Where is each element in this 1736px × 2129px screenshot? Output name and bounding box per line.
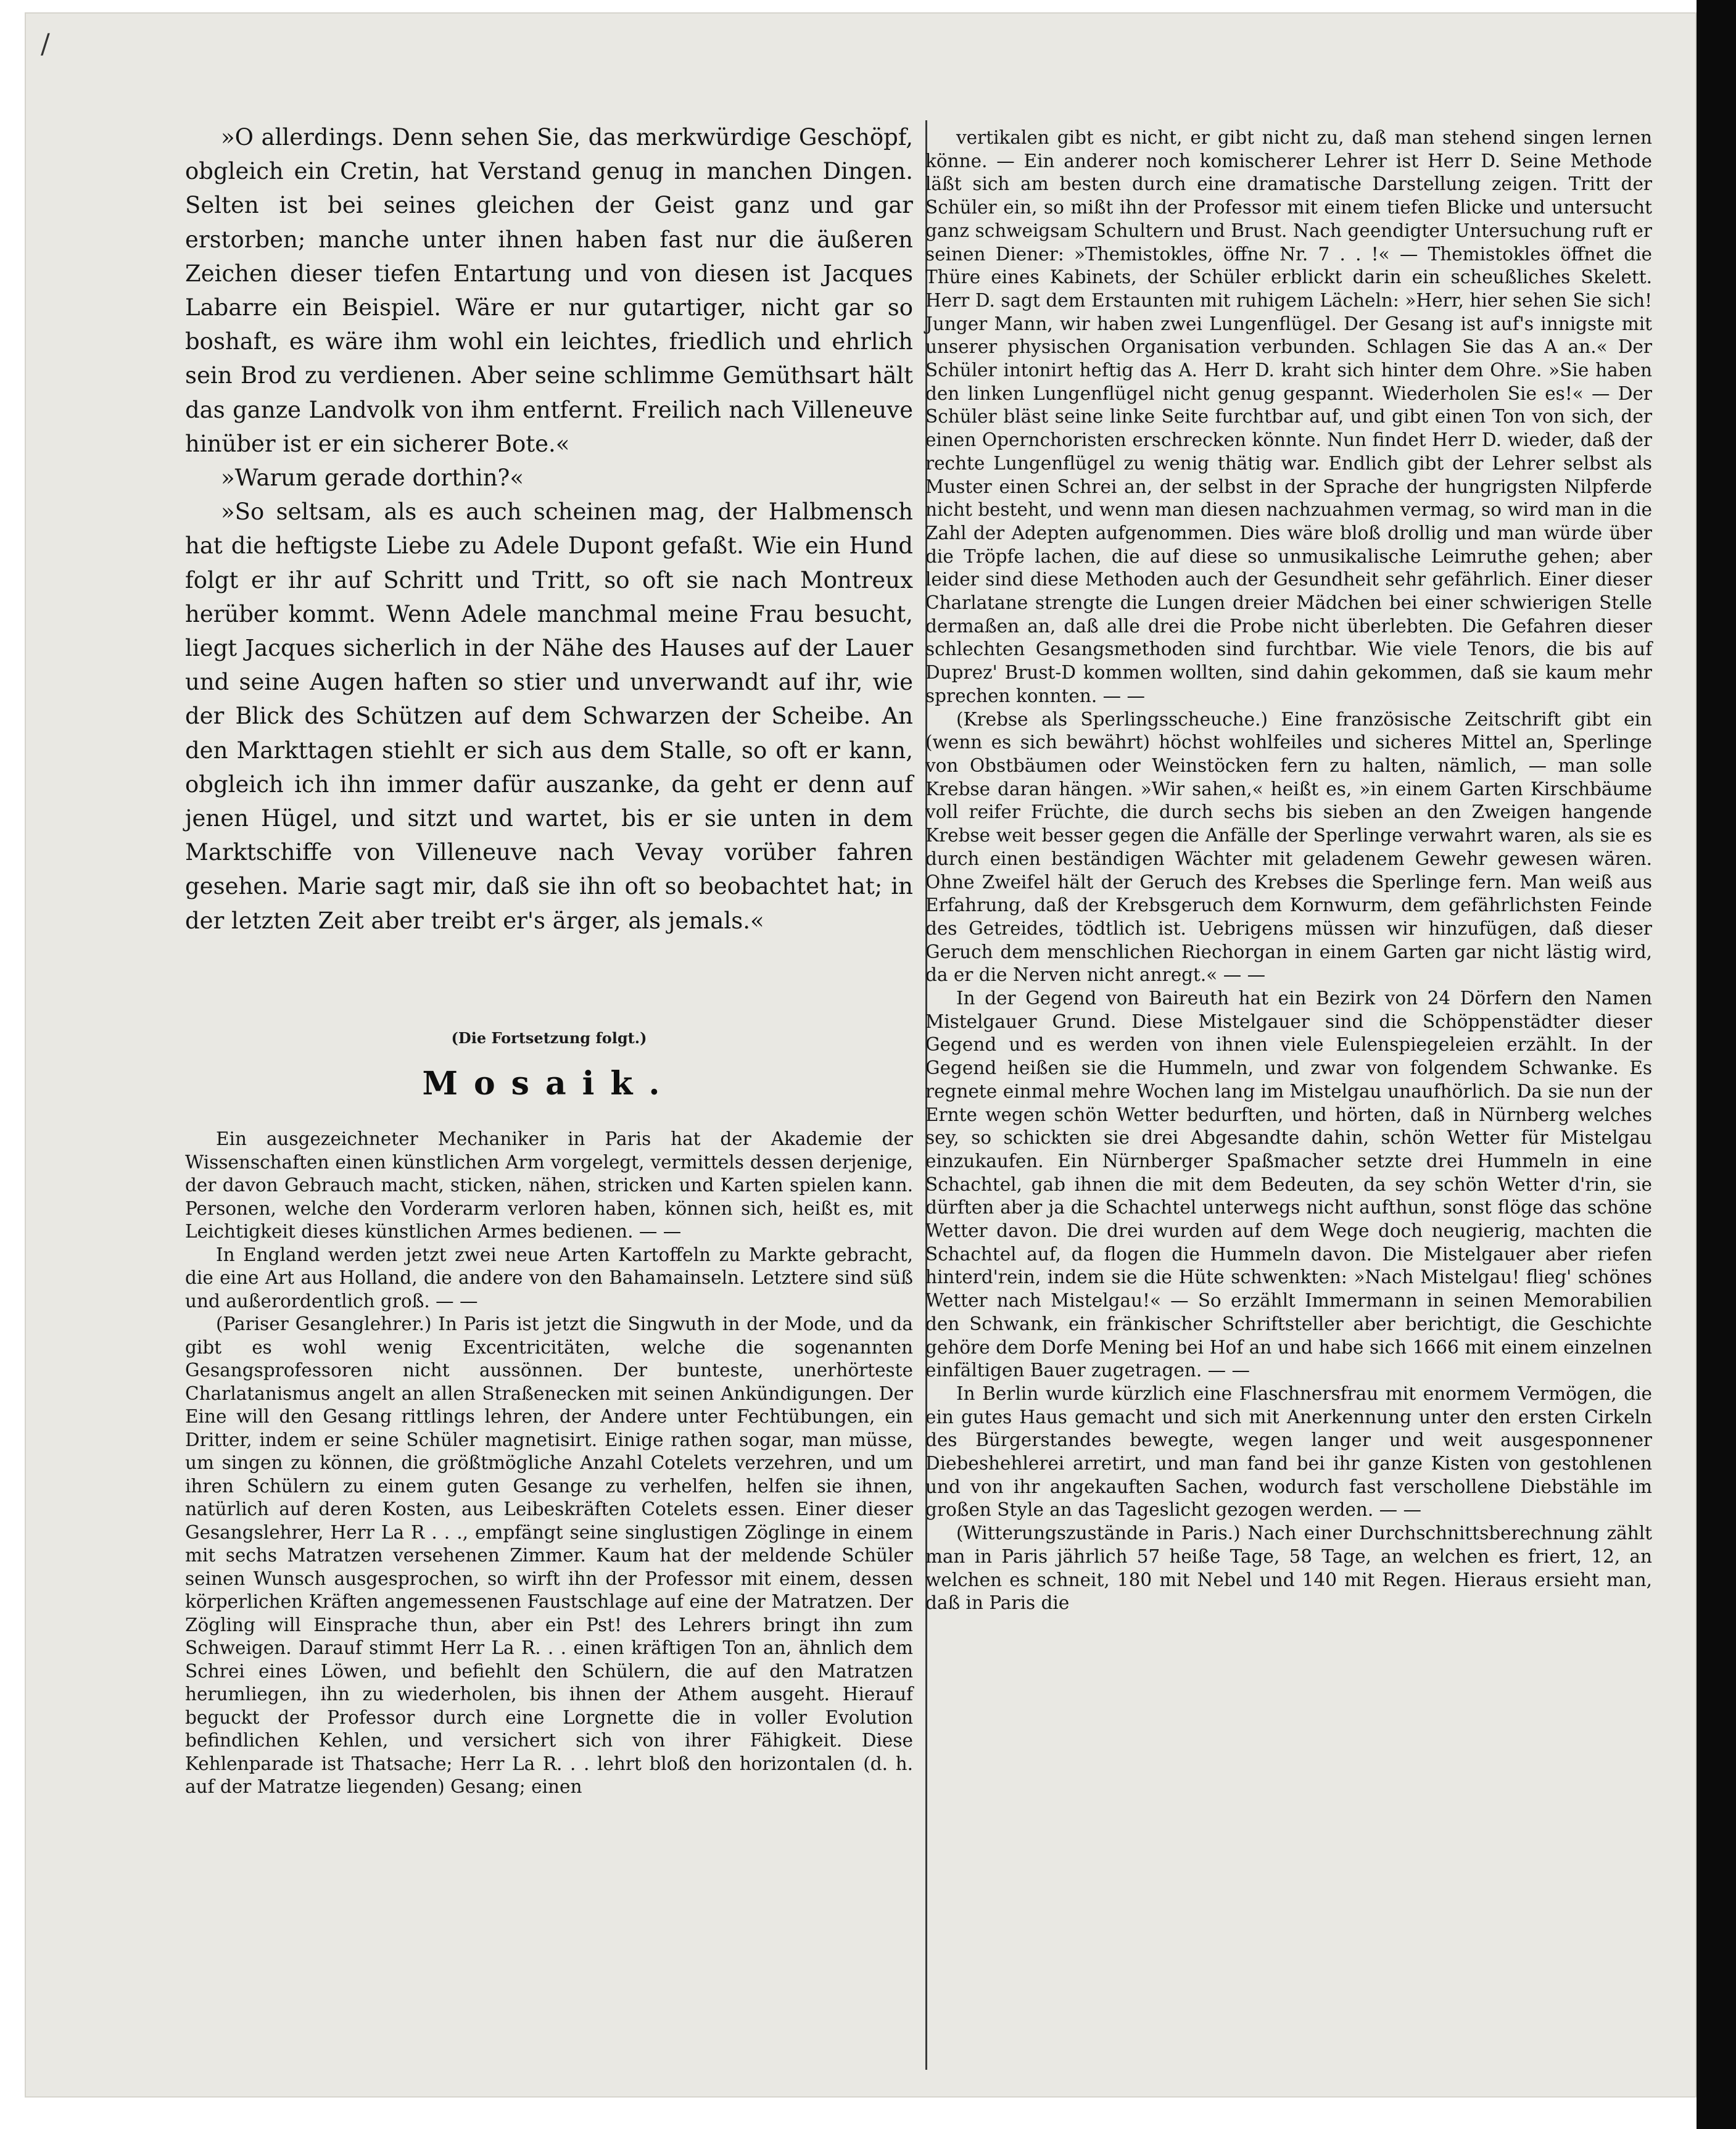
right-column-mosaic — [925, 126, 1652, 1615]
paragraph: (Witterungszustände in Paris.) Nach einer Durchschnittsberechnung zählt man in Paris jährlich 57 heiße Tage, 58 Tage, an welchen es friert, 12, an welchen es schneit, 180 mit Nebel und 140 mit Regen. Hieraus ersieht man, daß in Paris die — [925, 1523, 1652, 1614]
paragraph: vertikalen gibt es nicht, er gibt nicht zu, daß man stehend singen lernen könne. — Ein anderer noch komischerer Lehrer ist Herr D. Seine Methode läßt sich am besten durch eine dramatische Darstellung zeigen. Tritt der Schüler ein, so mißt ihn der Professor mit einem tiefen Blicke und untersucht ganz schweigsam Schultern und Brust. Nach geendigter Untersuchung ruft er seinen Diener: »Themistokles, öffne Nr. 7 . . !« — Themistokles öffnet die Thüre eines Kabinets, der Schüler erblickt darin ein scheußliches Skelett. Herr D. sagt dem Erstaunten mit ruhigem Lächeln: »Herr, hier sehen Sie sich! Junger Mann, wir haben zwei Lungenflügel. Der Gesang ist auf's innigste mit unserer physischen Organisation verbunden. Schlagen Sie das A an.« Der Schüler intonirt heftig das A. Herr D. kraht sich hinter dem Ohre. »Sie haben den linken Lungenflügel nicht genug gespannt. Wiederholen Sie es!« — Der Schüler bläst seine linke Seite furchtbar auf, und gibt einen Ton von sich, der einen Opernchoristen erschrecken könnte. Nun findet Herr D. wieder, daß der rechte Lungenflügel zu wenig thätig war. Endlich gibt der Lehrer selbst als Muster einen Schrei an, der selbst in der Sprache der hungrigsten Nilpferde nicht besteht, und wenn man diesen nachzuahmen vermag, so wird man in die Zahl der Adepten aufgenommen. Dies wäre bloß drollig und man würde über die Tröpfe lachen, die auf diese so unmusikalische Leimruthe gehen; aber leider sind diese Methoden auch der Gesundheit sehr gefährlich. Einer dieser Charlatane strengte die Lungen dreier Mädchen bei einer schwierigen Stelle dermaßen an, daß alle drei die Probe nicht überlebten. Die Gefahren dieser schlechten Gesangsmethoden sind furchtbar. Wie viele Tenors, die bis auf Duprez' Brust-D kommen wollten, sind dahin gekommen, daß sie kaum mehr sprechen konnten. — — — [925, 127, 1652, 706]
paragraph: (Pariser Gesanglehrer.) In Paris ist jetzt die Singwuth in der Mode, und da gibt es wohl wenig Excentricitäten, welche die sogenannten Gesangsprofessoren nicht aussönnen. Der bunteste, unerhörteste Charlatanismus angelt an allen Straßenecken mit seinen Ankündigungen. Der Eine will den Gesang rittlings lehren, der Andere unter Fechtübungen, ein Dritter, indem er seine Schüler magnetisirt. Einige rathen sogar, man müsse, um singen zu können, die größtmögliche Anzahl Cotelets verzehren, und um ihren Schülern zu einem guten Gesange zu verhelfen, helfen sie ihnen, natürlich auf deren Kosten, aus Leibeskräften Cotelets essen. Einer dieser Gesangslehrer, Herr La R . . ., empfängt seine singlustigen Zöglinge in einem mit sechs Matratzen versehenen Zimmer. Kaum hat der meldende Schüler seinen Wunsch ausgesprochen, so wirft ihn der Professor mit einem, dessen körperlichen Kräften angemessenen Faustschlage auf eine der Matratzen. Der Zögling will Einsprache thun, aber ein Pst! des Lehrers bringt ihn zum Schweigen. Darauf stimmt Herr La R. . . einen kräftigen Ton an, ähnlich dem Schrei eines Löwen, und befiehlt den Schülern, die auf den Matratzen herumliegen, ihn zu wiederholen, bis ihnen der Athem ausgeht. Hierauf beguckt der Professor durch eine Lorgnette die in voller Evolution befindlichen Kehlen, und versichert sich von ihrer Fähigkeit. Diese Kehlenparade ist Thatsache; Herr La R. . . lehrt bloß den horizontalen (d. h. auf der Matratze liegenden) Gesang; einen — [185, 1313, 913, 1797]
section-heading: Mosaik. — [422, 1065, 676, 1102]
scan-edge-border — [1697, 0, 1736, 2129]
paragraph: »Warum gerade dorthin?« — [221, 465, 524, 492]
continuation-note: (Die Fortsetzung folgt.) — [451, 1029, 647, 1047]
page-marker: / — [41, 28, 50, 60]
left-column-mosaic — [185, 1128, 913, 1799]
paragraph: In Berlin wurde kürzlich eine Flaschnersfrau mit enormem Vermögen, die ein gutes Haus gemacht und sich mit Anerkennung unter den ersten Cirkeln des Bürgerstandes bewegte, wegen langer und weit ausgesponnener Diebeshehlerei arretirt, und man fand bei ihr ganze Kisten von gestohlenen und von ihr angekauften Sachen, wodurch fast verschollene Diebstähle im großen Style an das Tageslicht gezogen werden. — — — [925, 1383, 1652, 1521]
paragraph: »O allerdings. Denn sehen Sie, das merkwürdige Geschöpf, obgleich ein Cretin, hat Verstand genug in manchen Dingen. Selten ist bei seines gleichen der Geist ganz und gar erstorben; manche unter ihnen haben fast nur die äußeren Zeichen dieser tiefen Entartung und von diesen ist Jacques Labarre ein Beispiel. Wäre er nur gutartiger, nicht gar so boshaft, es wäre ihm wohl ein leichtes, friedlich und ehrlich sein Brod zu verdienen. Aber seine schlimme Gemüthsart hält das ganze Landvolk von ihm entfernt. Freilich nach Villeneuve hinüber ist er ein sicherer Bote.« — [185, 124, 913, 457]
paragraph: Ein ausgezeichneter Mechaniker in Paris hat der Akademie der Wissenschaften einen künstlichen Arm vorgelegt, vermittels dessen derjenige, der davon Gebrauch macht, sticken, nähen, stricken und Karten spielen kann. Personen, welche den Vorderarm verloren haben, können sich, heißt es, mit Leichtigkeit dieses künstlichen Armes bedienen. — — — [185, 1128, 913, 1242]
paragraph: (Krebse als Sperlingsscheuche.) Eine französische Zeitschrift gibt ein (wenn es sich bewährt) höchst wohlfeiles und sicheres Mittel an, Sperlinge von Obstbäumen oder Weinstöcken fern zu halten, nämlich, — man solle Krebse daran hängen. »Wir sahen,« heißt es, »in einem Garten Kirschbäume voll reifer Früchte, die durch sechs bis sieben an den Zweigen hangende Krebse weit besser gegen die Anfälle der Sperlinge verwahrt waren, als sie es durch einen beständigen Wächter mit geladenem Gewehr gewesen wären. Ohne Zweifel hält der Geruch des Krebses die Sperlinge fern. Man weiß aus Erfahrung, daß der Krebsgeruch dem Kornwurm, dem gefährlichsten Feinde des Getreides, tödtlich ist. Uebrigens müssen wir hinzufügen, daß dieser Geruch dem menschlichen Riechorgan in einem Garten gar nicht lästig wird, da er die Nerven nicht anregt.« — — — [925, 708, 1652, 986]
left-column-story — [185, 120, 913, 938]
paragraph: In England werden jetzt zwei neue Arten Kartoffeln zu Markte gebracht, die eine Art aus Holland, die andere von den Bahamainseln. Letztere sind süß und außerordentlich groß. — — — [185, 1244, 913, 1312]
paragraph: In der Gegend von Baireuth hat ein Bezirk von 24 Dörfern den Namen Mistelgauer Grund. Diese Mistelgauer sind die Schöppenstädter dieser Gegend und es werden von ihnen viele Eulenspiegeleien erzählt. In der Gegend heißen sie die Hummeln, und zwar von folgendem Schwanke. Es regnete einmal mehre Wochen lang im Mistelgau unaufhörlich. Da sie nun der Ernte wegen schön Wetter bedurften, und hörten, daß in Nürnberg welches sey, so schickten sie drei Abgesandte dahin, schön Wetter für Mistelgau einzukaufen. Ein Nürnberger Spaßmacher setzte drei Hummeln in eine Schachtel, gab ihnen die mit dem Bedeuten, da sey schön Wetter d'rin, sie dürften aber ja die Schachtel unterwegs nicht aufthun, sonst flöge das schöne Wetter davon. Die drei wurden auf dem Wege doch neugierig, machten die Schachtel auf, da flogen die Hummeln davon. Die Mistelgauer aber riefen hinterd'rein, indem sie die Hüte schwenkten: »Nach Mistelgau! flieg' schönes Wetter nach Mistelgau!« — So erzählt Immermann in seinen Memorabilien den Schwank, ein fränkischer Schriftsteller aber berichtigt, die Geschichte gehöre dem Dorfe Mening bei Hof an und habe sich 1666 mit einem einzelnen einfältigen Bauer zugetragen. — — — [925, 988, 1652, 1381]
paragraph: »So seltsam, als es auch scheinen mag, der Halbmensch hat die heftigste Liebe zu Adele Dupont gefaßt. Wie ein Hund folgt er ihr auf Schritt und Tritt, so oft sie nach Montreux herüber kommt. Wenn Adele manchmal meine Frau besucht, liegt Jacques sicherlich in der Nähe des Hauses auf der Lauer und seine Augen haften so stier und unverwandt auf ihr, wie der Blick des Schützen auf dem Schwarzen der Scheibe. An den Markttagen stiehlt er sich aus dem Stalle, so oft er kann, obgleich ich ihn immer dafür auszanke, da geht er denn auf jenen Hügel, und sitzt und wartet, bis er sie unten in dem Marktschiffe von Villeneuve nach Vevay vorüber fahren gesehen. Marie sagt mir, daß sie ihn oft so beobachtet hat; in der letzten Zeit aber treibt er's ärger, als jemals.« — [185, 498, 913, 934]
